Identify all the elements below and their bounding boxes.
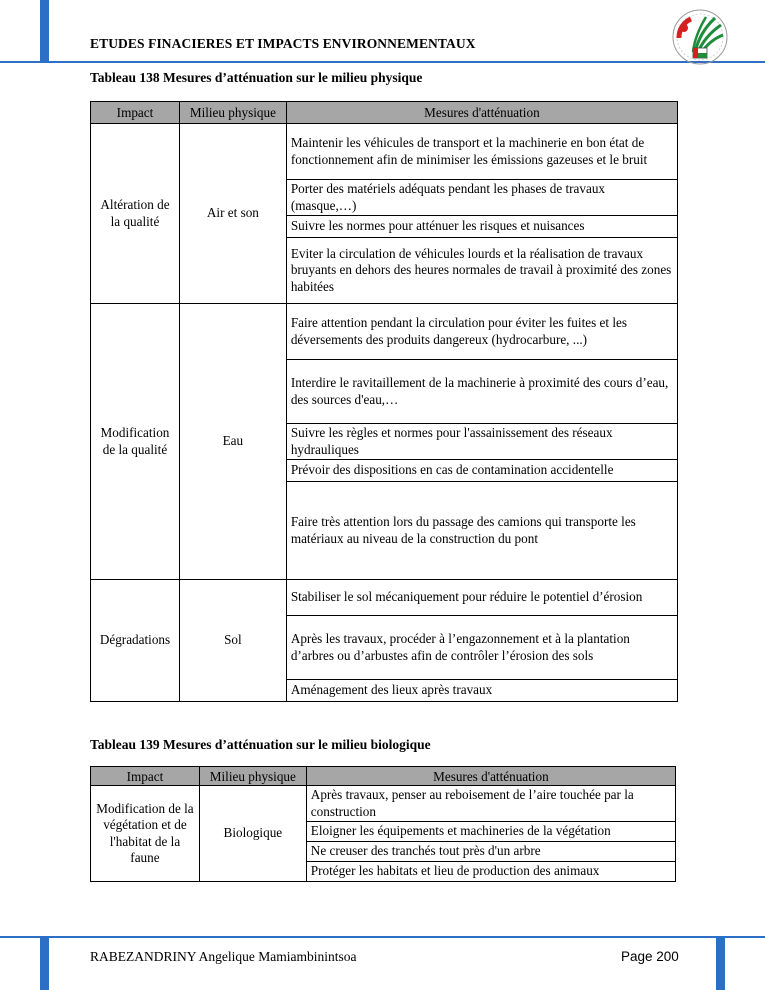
measure-cell: Suivre les règles et normes pour l'assainissement des réseaux hydrauliques: [286, 424, 677, 460]
footer-rule: [0, 936, 765, 938]
table-138: [90, 101, 678, 702]
table-row: [91, 304, 678, 360]
measure-cell: Protéger les habitats et lieu de production des animaux: [306, 862, 675, 882]
measure-cell: Interdire le ravitaillement de la machinerie à proximité des cours d’eau, des sources d'eau,…: [286, 360, 677, 424]
table-header-row: [91, 767, 676, 786]
milieu-cell: Eau: [179, 304, 286, 580]
impact-cell: Modification de la qualité: [91, 304, 180, 580]
measure-cell: Porter des matériels adéquats pendant les phases de travaux (masque,…): [286, 180, 677, 216]
measure-cell: Après les travaux, procéder à l’engazonnement et à la plantation d’arbres ou d’arbustes afin de contrôler l’érosion des sols: [286, 616, 677, 680]
table-139: [90, 766, 676, 882]
measure-cell: Suivre les normes pour atténuer les risques et nuisances: [286, 216, 677, 238]
column-header-milieu: Milieu physique: [179, 102, 286, 124]
measure-cell: Maintenir les véhicules de transport et la machinerie en bon état de fonctionnement afin de minimiser les émissions gazeuses et le bruit: [286, 124, 677, 180]
measure-cell: Eloigner les équipements et machineries de la végétation: [306, 822, 675, 842]
footer-accent-bar-left: [40, 937, 49, 990]
milieu-cell: Sol: [179, 580, 286, 702]
milieu-cell: Air et son: [179, 124, 286, 304]
measure-cell: Faire attention pendant la circulation pour éviter les fuites et les déversements des produits dangereux (hydrocarbure, ...): [286, 304, 677, 360]
column-header-mesures: Mesures d'atténuation: [306, 767, 675, 786]
impact-cell: Modification de la végétation et de l'habitat de la faune: [91, 786, 200, 882]
column-header-mesures: Mesures d'atténuation: [286, 102, 677, 124]
column-header-milieu: Milieu physique: [199, 767, 306, 786]
table-row: [91, 580, 678, 616]
table-row: [91, 786, 676, 822]
measure-cell: Aménagement des lieux après travaux: [286, 680, 677, 702]
measure-cell: Prévoir des dispositions en cas de contamination accidentelle: [286, 460, 677, 482]
measure-cell: Stabiliser le sol mécaniquement pour réduire le potentiel d’érosion: [286, 580, 677, 616]
footer-author: RABEZANDRINY Angelique Mamiambinintsoa: [90, 949, 357, 964]
measure-cell: Eviter la circulation de véhicules lourds et la réalisation de travaux bruyants en dehors des heures normales de travail à proximité des zones habitées: [286, 238, 677, 304]
header-rule: [0, 61, 765, 63]
header-title: ETUDES FINACIERES ET IMPACTS ENVIRONNEMENTAUX: [90, 36, 476, 51]
measure-cell: Après travaux, penser au reboisement de l’aire touchée par la construction: [306, 786, 675, 822]
measure-cell: Ne creuser des tranchés tout près d'un arbre: [306, 842, 675, 862]
table-header-row: [91, 102, 678, 124]
column-header-impact: Impact: [91, 102, 180, 124]
measure-cell: Faire très attention lors du passage des camions qui transporte les matériaux au niveau de la construction du pont: [286, 482, 677, 580]
table-139-caption: Tableau 139 Mesures d’atténuation sur le milieu biologique: [90, 737, 431, 752]
table-row: [91, 124, 678, 180]
university-logo-icon: [665, 8, 735, 66]
milieu-cell: Biologique: [199, 786, 306, 882]
header-accent-bar: [40, 0, 49, 62]
impact-cell: Dégradations: [91, 580, 180, 702]
column-header-impact: Impact: [91, 767, 200, 786]
table-138-caption: Tableau 138 Mesures d’atténuation sur le milieu physique: [90, 70, 423, 85]
page-number: Page 200: [621, 949, 679, 964]
impact-cell: Altération de la qualité: [91, 124, 180, 304]
footer-accent-bar-right: [716, 937, 725, 990]
